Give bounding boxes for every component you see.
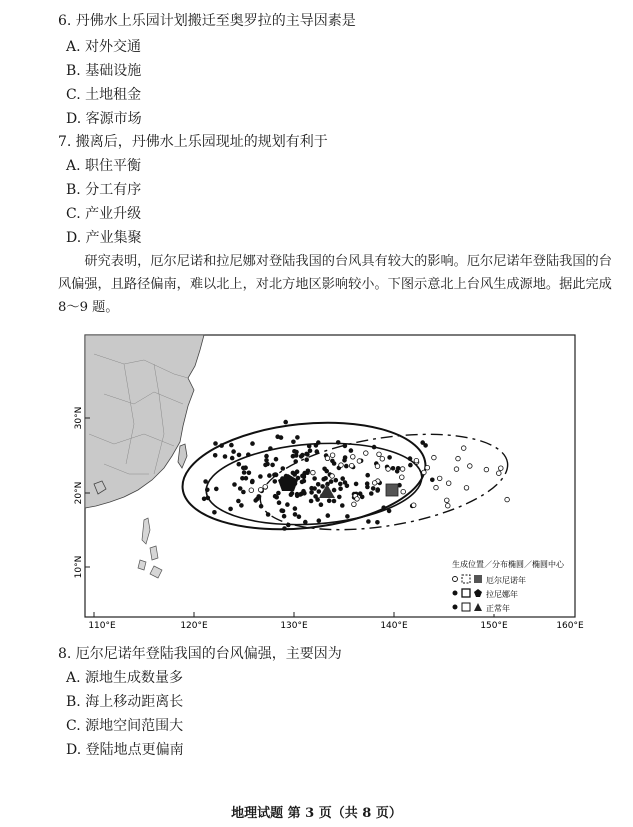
- genesis-point-el-nino: [380, 457, 385, 462]
- genesis-point: [282, 526, 287, 531]
- genesis-point: [214, 487, 219, 492]
- genesis-point: [337, 495, 342, 500]
- genesis-point: [240, 476, 245, 481]
- genesis-point-el-nino: [461, 446, 466, 451]
- x-tick-150e: 150°E: [480, 621, 508, 631]
- genesis-point-el-nino: [411, 503, 416, 508]
- genesis-point: [336, 440, 341, 445]
- question-8-option-a: A. 源地生成数量多: [66, 670, 184, 686]
- genesis-point: [228, 507, 233, 512]
- question-8-option-c: C. 源地空间范围大: [66, 718, 184, 734]
- question-8-option-d: D. 登陆地点更偏南: [66, 742, 184, 758]
- genesis-point: [279, 435, 284, 440]
- genesis-point: [332, 461, 337, 466]
- genesis-point-el-nino: [401, 489, 406, 494]
- legend: [448, 554, 572, 614]
- genesis-point: [267, 473, 272, 478]
- legend-normal-label: 正常年: [486, 604, 510, 613]
- genesis-point: [274, 457, 279, 462]
- genesis-point: [241, 490, 246, 495]
- passage-text: 研究表明，厄尔尼诺和拉尼娜对登陆我国的台风具有较大的影响。厄尔尼诺年登陆我国的台风偏强，且路径偏南，难以北上，对北方地区影响较小。下图示意北上台风生成源地。据此完成 8～9 题。: [58, 254, 612, 315]
- question-6-option-b: B. 基础设施: [66, 63, 142, 79]
- genesis-point: [319, 502, 324, 507]
- genesis-point: [263, 463, 268, 468]
- genesis-point: [300, 480, 305, 485]
- genesis-point: [264, 454, 269, 459]
- genesis-point: [286, 523, 291, 528]
- genesis-point: [334, 478, 339, 483]
- question-7-option-a: A. 职住平衡: [66, 158, 142, 174]
- legend-el-nino-label: 厄尔尼诺年: [486, 576, 526, 585]
- genesis-point: [332, 499, 337, 504]
- genesis-point: [329, 479, 334, 484]
- genesis-point: [258, 474, 263, 479]
- genesis-point: [408, 456, 413, 461]
- genesis-point: [371, 486, 376, 491]
- genesis-point: [300, 453, 305, 458]
- genesis-point: [372, 445, 377, 450]
- genesis-point: [387, 509, 392, 514]
- genesis-point: [343, 480, 348, 485]
- genesis-point: [369, 491, 374, 496]
- genesis-point: [266, 512, 271, 517]
- genesis-point: [297, 514, 302, 519]
- genesis-point: [203, 479, 208, 484]
- x-tick-140e: 140°E: [380, 621, 408, 631]
- x-tick-160e: 160°E: [556, 621, 584, 631]
- genesis-point: [238, 486, 243, 491]
- genesis-point: [232, 482, 237, 487]
- genesis-point: [270, 463, 275, 468]
- genesis-point: [320, 484, 325, 489]
- genesis-point: [291, 454, 296, 459]
- genesis-point: [314, 443, 319, 448]
- typhoon-source-map: [74, 334, 584, 632]
- genesis-point-el-nino: [349, 463, 354, 468]
- genesis-point: [391, 466, 396, 471]
- genesis-point: [316, 482, 321, 487]
- genesis-point: [387, 455, 392, 460]
- genesis-point: [241, 466, 246, 471]
- genesis-point: [205, 488, 210, 493]
- genesis-point: [237, 453, 242, 458]
- genesis-point: [229, 443, 234, 448]
- genesis-point-el-nino: [437, 476, 442, 481]
- genesis-point-el-nino: [330, 474, 335, 479]
- genesis-point: [396, 466, 401, 471]
- genesis-point-el-nino: [325, 456, 330, 461]
- genesis-point: [365, 481, 370, 486]
- question-8-stem: 8. 厄尔尼诺年登陆我国的台风偏强，主要因为: [58, 646, 342, 662]
- genesis-point: [295, 435, 300, 440]
- genesis-point-el-nino: [414, 458, 419, 463]
- genesis-point: [276, 491, 281, 496]
- genesis-point: [212, 510, 217, 515]
- genesis-point-el-nino: [249, 488, 254, 493]
- genesis-point-el-nino: [484, 467, 489, 472]
- genesis-point: [293, 512, 298, 517]
- genesis-point: [259, 504, 264, 509]
- legend-la-nina-point-icon: [453, 591, 458, 596]
- genesis-point-el-nino: [400, 467, 405, 472]
- genesis-point-el-nino: [330, 453, 335, 458]
- center-el-nino: [386, 484, 398, 496]
- genesis-point: [219, 443, 224, 448]
- genesis-point: [354, 482, 359, 487]
- genesis-point: [295, 469, 300, 474]
- genesis-point: [291, 440, 296, 445]
- genesis-point: [340, 476, 345, 481]
- genesis-point: [326, 513, 331, 518]
- genesis-point: [281, 466, 286, 471]
- genesis-point: [281, 509, 286, 514]
- legend-title: 生成位置／分布椭圆／椭圆中心: [452, 560, 564, 569]
- page-footer: 地理试题 第 3 页（共 8 页）: [231, 806, 402, 821]
- genesis-point: [223, 454, 228, 459]
- genesis-point-el-nino: [372, 481, 377, 486]
- genesis-point-el-nino: [364, 451, 369, 456]
- genesis-point-el-nino: [497, 471, 502, 476]
- genesis-point: [360, 495, 365, 500]
- question-6-option-c: C. 土地租金: [66, 87, 142, 103]
- question-7-option-d: D. 产业集聚: [66, 230, 142, 246]
- genesis-point: [213, 453, 218, 458]
- genesis-point: [338, 487, 343, 492]
- genesis-point: [317, 489, 322, 494]
- genesis-point: [273, 479, 278, 484]
- genesis-point: [342, 458, 347, 463]
- genesis-point: [375, 520, 380, 525]
- genesis-point: [423, 443, 428, 448]
- genesis-point: [283, 420, 288, 425]
- genesis-point: [303, 520, 308, 525]
- genesis-point-el-nino: [434, 485, 439, 490]
- map-svg: [74, 334, 584, 632]
- genesis-point: [365, 473, 370, 478]
- genesis-point: [237, 462, 242, 467]
- question-8-option-b: B. 海上移动距离长: [66, 694, 184, 710]
- question-6-option-a: A. 对外交通: [66, 39, 142, 55]
- genesis-point-el-nino: [386, 467, 391, 472]
- genesis-point: [247, 471, 252, 476]
- legend-el-nino-point-icon: [453, 577, 458, 582]
- question-7-option-c: C. 产业升级: [66, 206, 142, 222]
- question-6-stem: 6. 丹佛水上乐园计划搬迁至奥罗拉的主导因素是: [58, 13, 356, 29]
- x-tick-110e: 110°E: [88, 621, 116, 631]
- genesis-point: [285, 502, 290, 507]
- genesis-point: [340, 503, 345, 508]
- genesis-point: [282, 514, 287, 519]
- genesis-point: [230, 456, 235, 461]
- genesis-point: [366, 519, 371, 524]
- genesis-point: [304, 452, 309, 457]
- genesis-point: [344, 464, 349, 469]
- legend-normal-point-icon: [453, 605, 458, 610]
- genesis-point: [293, 506, 298, 511]
- genesis-point-el-nino: [425, 465, 430, 470]
- genesis-point: [302, 473, 307, 478]
- legend-el-nino-center-icon: [474, 575, 482, 583]
- genesis-point-el-nino: [355, 497, 360, 502]
- genesis-point: [322, 467, 327, 472]
- genesis-point: [309, 490, 314, 495]
- genesis-point: [264, 458, 269, 463]
- genesis-point: [250, 479, 255, 484]
- legend-la-nina-label: 拉尼娜年: [486, 590, 518, 599]
- genesis-point-el-nino: [464, 486, 469, 491]
- genesis-point: [345, 514, 350, 519]
- genesis-point-el-nino: [446, 481, 451, 486]
- genesis-point-el-nino: [505, 497, 510, 502]
- genesis-point-el-nino: [456, 456, 461, 461]
- genesis-point-el-nino: [339, 463, 344, 468]
- genesis-point: [430, 478, 435, 483]
- genesis-point: [301, 489, 306, 494]
- genesis-point: [231, 449, 236, 454]
- genesis-point: [327, 499, 332, 504]
- genesis-point-el-nino: [422, 470, 427, 475]
- y-tick-30n: 30°N: [74, 406, 84, 430]
- genesis-point: [246, 452, 251, 457]
- genesis-point: [293, 459, 298, 464]
- x-tick-120e: 120°E: [180, 621, 208, 631]
- genesis-point: [343, 444, 348, 449]
- genesis-point: [213, 441, 218, 446]
- genesis-point: [332, 488, 337, 493]
- genesis-point-el-nino: [375, 464, 380, 469]
- question-6-option-d: D. 客源市场: [66, 111, 142, 127]
- genesis-point: [289, 492, 294, 497]
- genesis-point: [242, 470, 247, 475]
- genesis-point: [312, 476, 317, 481]
- genesis-point: [309, 499, 314, 504]
- genesis-point-el-nino: [400, 475, 405, 480]
- x-tick-130e: 130°E: [280, 621, 308, 631]
- genesis-point: [239, 503, 244, 508]
- genesis-point-el-nino: [454, 467, 459, 472]
- genesis-point-el-nino: [258, 488, 263, 493]
- genesis-point-el-nino: [351, 455, 356, 460]
- y-tick-20n: 20°N: [74, 481, 84, 505]
- genesis-point: [307, 444, 312, 449]
- genesis-point: [202, 497, 207, 502]
- genesis-point: [304, 457, 309, 462]
- genesis-point-el-nino: [263, 485, 268, 490]
- y-tick-10n: 10°N: [74, 555, 84, 579]
- question-7-option-b: B. 分工有序: [66, 182, 142, 198]
- genesis-point: [268, 446, 273, 451]
- genesis-point-el-nino: [468, 464, 473, 469]
- genesis-point: [408, 463, 413, 468]
- genesis-point-el-nino: [311, 470, 316, 475]
- genesis-point: [381, 505, 386, 510]
- genesis-point: [349, 448, 354, 453]
- genesis-point: [317, 518, 322, 523]
- genesis-point: [338, 482, 343, 487]
- genesis-point: [308, 448, 313, 453]
- genesis-point-el-nino: [446, 503, 451, 508]
- genesis-point: [321, 477, 326, 482]
- genesis-point: [273, 472, 278, 477]
- genesis-point-el-nino: [499, 466, 504, 471]
- genesis-point: [236, 499, 241, 504]
- genesis-point: [257, 494, 262, 499]
- genesis-point: [295, 492, 300, 497]
- passage: [58, 250, 618, 319]
- genesis-point-el-nino: [377, 452, 382, 457]
- genesis-point-el-nino: [352, 502, 357, 507]
- genesis-point: [277, 500, 282, 505]
- genesis-point: [294, 450, 299, 455]
- genesis-point-el-nino: [445, 498, 450, 503]
- genesis-point: [375, 488, 380, 493]
- question-7-stem: 7. 搬离后，丹佛水上乐园现址的规划有利于: [58, 134, 328, 150]
- genesis-point-el-nino: [432, 455, 437, 460]
- genesis-point-el-nino: [357, 459, 362, 464]
- genesis-point: [250, 441, 255, 446]
- genesis-point: [309, 486, 314, 491]
- genesis-point: [274, 495, 279, 500]
- genesis-point: [315, 449, 320, 454]
- genesis-point: [291, 471, 296, 476]
